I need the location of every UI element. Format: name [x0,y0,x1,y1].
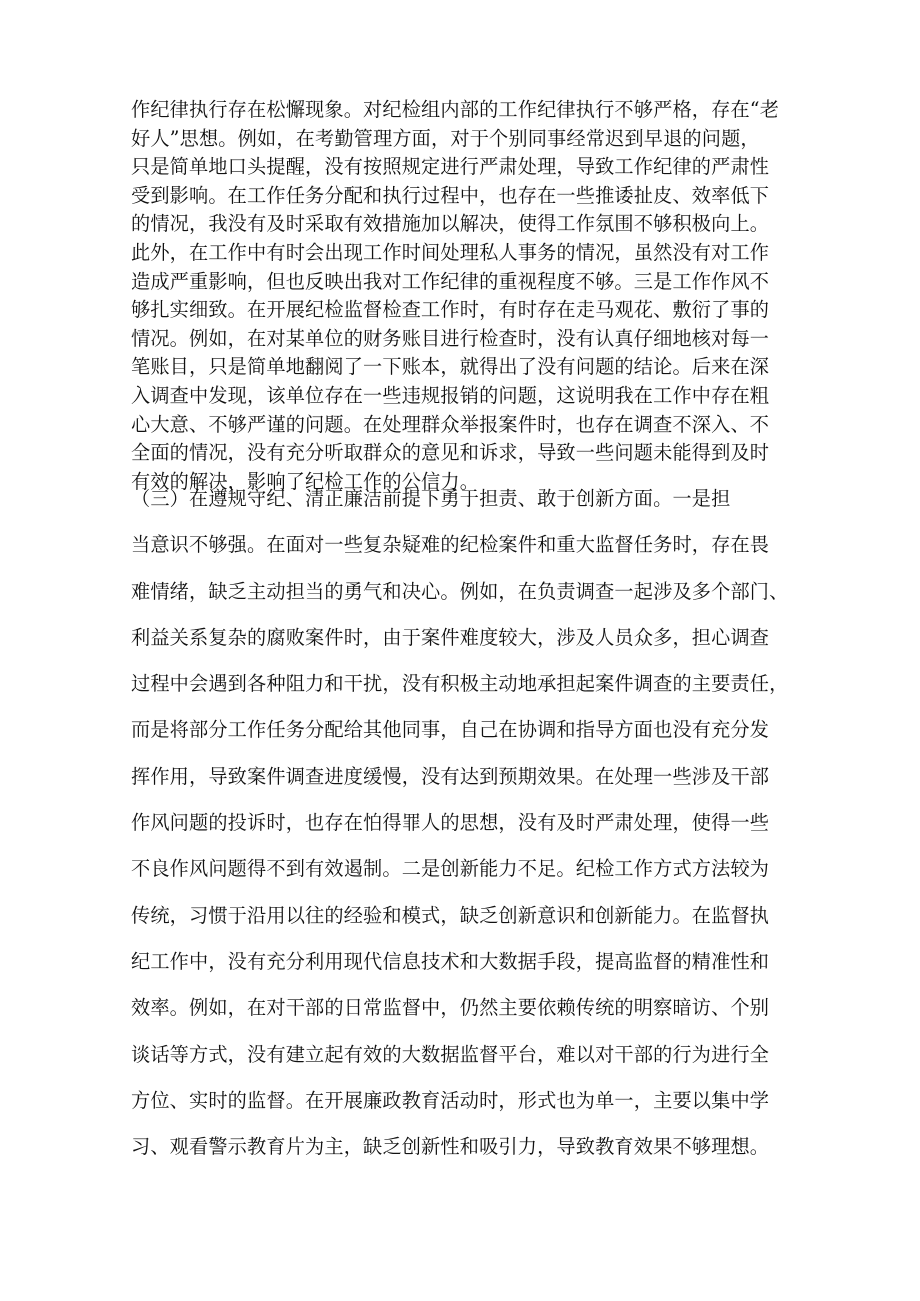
text-line: 不良作风问题得不到有效遏制。二是创新能力不足。纪检工作方式方法较为 [131,857,770,881]
text-line: 的情况，我没有及时采取有效措施加以解决，使得工作氛围不够积极向上。 [131,212,770,236]
text-line: 作纪律执行存在松懈现象。对纪检组内部的工作纪律执行不够严格，存在“老 [131,98,780,121]
text-line: 利益关系复杂的腐败案件时，由于案件难度较大，涉及人员众多，担心调查 [131,625,770,649]
text-line: 当意识不够强。在面对一些复杂疑难的纪检案件和重大监督任务时，存在畏 [131,533,770,557]
text-line: 纪工作中，没有充分利用现代信息技术和大数据手段，提高监督的精准性和 [131,949,770,973]
section-heading-line: （三）在遵规守纪、清正廉洁前提下勇于担责、敢于创新方面。一是担 [131,487,731,510]
text-line: 传统，习惯于沿用以往的经验和模式，缺乏创新意识和创新能力。在监督执 [131,903,770,927]
text-line: 有效的解决，影响了纪检工作的公信力。 [131,469,480,493]
text-line: 笔账目，只是简单地翻阅了一下账本，就得出了没有问题的结论。后来在深 [131,355,770,379]
text-line: 挥作用，导致案件调查进度缓慢，没有达到预期效果。在处理一些涉及干部 [131,764,770,788]
text-line: 好人”思想。例如，在考勤管理方面，对于个别同事经常迟到早退的问题， [131,126,760,150]
text-line: 全面的情况，没有充分听取群众的意见和诉求，导致一些问题未能得到及时 [131,441,770,465]
text-line: 方位、实时的监督。在开展廉政教育活动时，形式也为单一，主要以集中学 [131,1088,770,1112]
text-line: 习、观看警示教育片为主，缺乏创新性和吸引力，导致教育效果不够理想。 [131,1135,770,1159]
text-line: 效率。例如，在对干部的日常监督中，仍然主要依赖传统的明察暗访、个别 [131,996,770,1020]
text-line: 谈话等方式，没有建立起有效的大数据监督平台，难以对干部的行为进行全 [131,1042,770,1066]
text-line: 此外，在工作中有时会出现工作时间处理私人事务的情况，虽然没有对工作 [131,240,770,264]
text-line: 作风问题的投诉时，也存在怕得罪人的思想，没有及时严肃处理，使得一些 [131,811,770,835]
text-line: 难情绪，缺乏主动担当的勇气和决心。例如，在负责调查一起涉及多个部门、 [131,579,789,603]
text-line: 入调查中发现，该单位存在一些违规报销的问题，这说明我在工作中存在粗 [131,383,770,407]
text-line: 只是简单地口头提醒，没有按照规定进行严肃处理，导致工作纪律的严肃性 [131,155,770,179]
paragraph-discipline-work-style [131,96,791,496]
text-line: 心大意、不够严谨的问题。在处理群众举报案件时，也存在调查不深入、不 [131,412,770,436]
text-line: 情况。例如，在对某单位的财务账目进行检查时，没有认真仔细地核对每一 [131,326,770,350]
text-line: 受到影响。在工作任务分配和执行过程中，也存在一些推诿扯皮、效率低下 [131,183,770,207]
text-line: 过程中会遇到各种阻力和干扰，没有积极主动地承担起案件调查的主要责任， [131,672,789,696]
paragraph-responsibility-innovation [131,476,791,1170]
text-line: 够扎实细致。在开展纪检监督检查工作时，有时存在走马观花、敷衍了事的 [131,298,770,322]
text-line: 而是将部分工作任务分配给其他同事，自己在协调和指导方面也没有充分发 [131,718,770,742]
text-line: 造成严重影响，但也反映出我对工作纪律的重视程度不够。三是工作作风不 [131,269,770,293]
